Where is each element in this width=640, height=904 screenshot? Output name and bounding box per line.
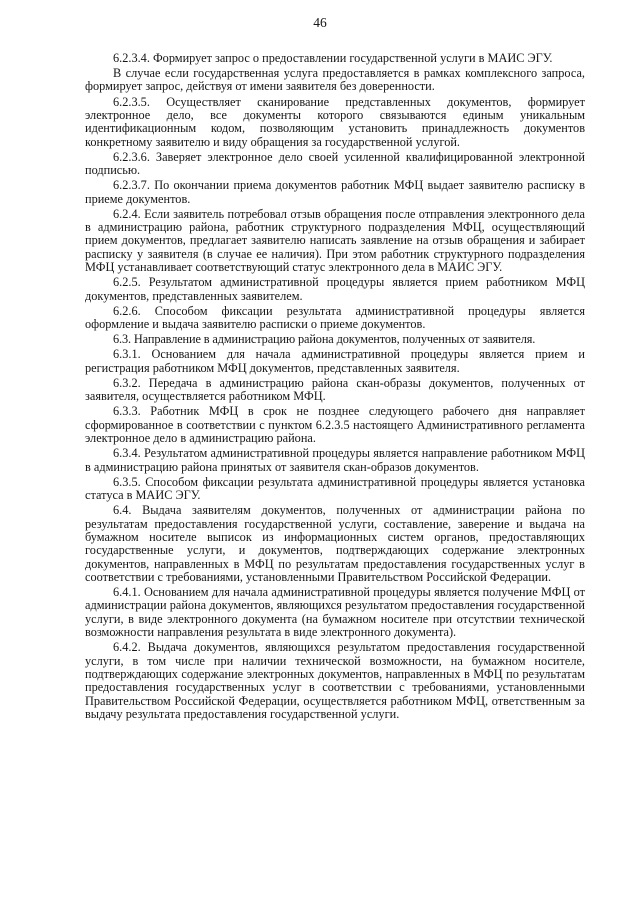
paragraph-6-3-2: 6.3.2. Передача в администрацию района скан-образы документов, полученных от заявителя, осуществляется работником МФЦ. [85,375,585,404]
document-body [85,52,585,723]
paragraph-6-4-1: 6.4.1. Основанием для начала административной процедуры является получение МФЦ от администрации района документов, являющихся результатом предоставления государственной услуги, в виде электронного документа (на бумажном носителе при отсутствии технической возможности направления результата в виде электронного документа). [85,585,585,640]
paragraph-6-2-3-7: 6.2.3.7. По окончании приема документов работник МФЦ выдает заявителю расписку в приеме документов. [85,178,585,206]
paragraph-6-2-3-6: 6.2.3.6. Заверяет электронное дело своей усиленной квалифицированной электронной подписью. [85,149,585,178]
paragraph-6-2-5: 6.2.5. Результатом административной процедуры является прием работником МФЦ документов, представленных заявителем. [85,275,585,303]
page-number: 46 [313,15,327,30]
paragraph-complex-request: В случае если государственная услуга предоставляется в рамках комплексного запроса, формирует запрос, действуя от имени заявителя без доверенности. [85,66,585,94]
paragraph-6-3: 6.3. Направление в администрацию района документов, полученных от заявителя. [113,332,536,347]
paragraph-6-2-3-5: 6.2.3.5. Осуществляет сканирование представленных документов, формирует электронное дело, все документы которого связываются единым уникальным идентификационным кодом, позволяющим установить принадлежность документов конкретному заявителю и виду обращения за государственной услугой. [85,94,585,149]
paragraph-6-4-2: 6.4.2. Выдача документов, являющихся результатом предоставления государственной услуги, в том числе при наличии технической возможности, на бумажном носителе, подтверждающих содержание электронных документов, направленных в МФЦ по результатам предоставления государственных услуг в соответствии с требованиями, установленными Правительством Российской Федерации, осуществляется работником МФЦ, ответственным за выдачу результата предоставления государственной услуги. [85,640,585,721]
paragraph-6-3-5: 6.3.5. Способом фиксации результата административной процедуры является установка статуса в МАИС ЭГУ. [85,474,585,503]
paragraph-6-2-3-4: 6.2.3.4. Формирует запрос о предоставлении государственной услуги в МАИС ЭГУ. [113,51,553,65]
paragraph-6-3-1: 6.3.1. Основанием для начала административной процедуры является прием и регистрация работником МФЦ документов, представленных заявителя. [85,347,585,375]
paragraph-6-2-6: 6.2.6. Способом фиксации результата административной процедуры является оформление и выдача заявителю расписки о приеме документов. [85,303,585,332]
paragraph-6-3-4: 6.3.4. Результатом административной процедуры является направление работником МФЦ в администрацию района принятых от заявителя скан-образов документов. [85,446,585,474]
paragraph-6-4: 6.4. Выдача заявителям документов, полученных от администрации района по результатам предоставления государственной услуги, составление, заверение и выдача на бумажном носителе выписок из информационных систем органов, предоставляющих государственные услуги, и документов, подтверждающих содержание электронных документов, направленных в МФЦ по результатам предоставления государственных услуг в соответствии с требованиями, установленными Правительством Российской Федерации. [85,503,585,584]
paragraph-6-3-3: 6.3.3. Работник МФЦ в срок не позднее следующего рабочего дня направляет сформированное в соответствии с пунктом 6.2.3.5 настоящего Административного регламента электронное дело в администрацию района. [85,404,585,446]
paragraph-6-2-4: 6.2.4. Если заявитель потребовал отзыв обращения после отправления электронного дела в администрацию района, работник структурного подразделения МФЦ, осуществляющий прием документов, предлагает заявителю написать заявление на отзыв обращения и забирает расписку у заявителя (в случае ее наличия). При этом работник структурного подразделения МФЦ устанавливает соответствующий статус электронного дела в МАИС ЭГУ. [85,206,585,275]
